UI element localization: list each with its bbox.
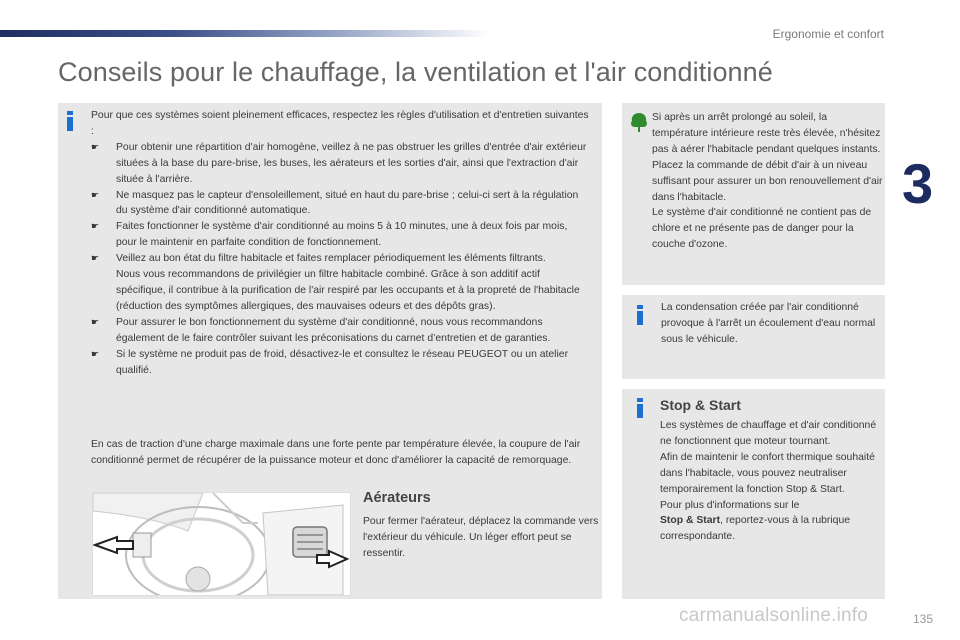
pointing-hand-icon: ☛ xyxy=(91,316,100,327)
pointing-hand-icon: ☛ xyxy=(91,348,100,359)
page-number: 135 xyxy=(913,612,934,626)
pointing-hand-icon: ☛ xyxy=(91,253,100,264)
intro-paragraph: Pour que ces systèmes soient pleinement efficaces, respectez les règles d'utilisation et d'entretien suivantes : xyxy=(91,110,589,137)
info-icon xyxy=(66,111,74,131)
filter-recommendation: Nous vous recommandons de privilégier un filtre habitacle combiné. Grâce à son additif actif spécifique, il contribue à la purification de l'air respiré par les occupants et à la propreté de l'habitacle (réduction des symptômes allergiques, des mauvaises odeurs et des dépôts gras). xyxy=(116,269,580,312)
info-icon xyxy=(636,305,644,325)
pointing-hand-icon: ☛ xyxy=(91,141,100,152)
stop-start-heading: Stop & Start xyxy=(660,397,741,413)
list-item: ☛ Ne masquez pas le capteur d'ensoleillement, situé en haut du pare-brise ; celui-ci sert à la régulation du système d'air conditionné automatique. xyxy=(91,189,579,217)
pointing-hand-icon: ☛ xyxy=(91,189,100,200)
pointing-hand-icon: ☛ xyxy=(91,221,100,232)
aerateurs-heading: Aérateurs xyxy=(363,490,431,506)
stop-start-text: Les systèmes de chauffage et d'air conditionné ne fonctionnent que moteur tournant. Afin de maintenir le confort thermique souhaité dans l'habitacle, vous pouvez neutraliser temporairement la fonction Stop & Start. Pour plus d'informations sur le Stop & Start, reportez-vous à la rubrique correspondante. xyxy=(660,420,877,543)
watermark: carmanualsonline.info xyxy=(679,605,869,626)
section-label: Ergonomie et confort xyxy=(772,27,884,41)
condensation-note: La condensation créée par l'air conditionné provoque à l'arrêt un écoulement d'eau normal sous le véhicule. xyxy=(661,302,876,345)
main-advice-text xyxy=(91,108,591,378)
air-vent-illustration xyxy=(92,492,351,596)
stop-start-bold-ref: Stop & Start xyxy=(660,515,721,527)
list-item: ☛ Pour obtenir une répartition d'air homogène, veillez à ne pas obstruer les grilles d'entrée d'air extérieur situées à la base du pare-brise, les buses, les aérateurs et les sorties d'air, ainsi que l'extraction d'air située à l'arrière. xyxy=(91,141,587,185)
header-accent-bar xyxy=(0,30,490,37)
leaf-tree-icon xyxy=(630,112,648,132)
traction-note: En cas de traction d'une charge maximale dans une forte pente par température élevée, la coupure de l'air conditionné permet de récupérer de la puissance moteur et donc d'améliorer la capacité de remorquage. xyxy=(91,439,581,466)
list-item: ☛ Faites fonctionner le système d'air conditionné au moins 5 à 10 minutes, une à deux fois par mois, pour le maintenir en parfaite condition de fonctionnement. xyxy=(91,221,568,249)
page-title: Conseils pour le chauffage, la ventilation et l'air conditionné xyxy=(58,57,773,87)
info-icon xyxy=(636,398,644,418)
eco-note: Si après un arrêt prolongé au soleil, la température intérieure reste très élevée, n'hésitez pas à aérer l'habitacle pendant quelques instants. Placez la commande de débit d'air à un niveau suffisant pour assurer un bon renouvellement d'air dans l'habitacle. Le système d'air conditionné ne contient pas de chlore et ne présente pas de danger pour la couche d'ozone. xyxy=(652,112,883,251)
advice-list xyxy=(91,140,591,379)
dashboard-vent-drawing xyxy=(93,493,350,595)
aerateurs-text: Pour fermer l'aérateur, déplacez la commande vers l'extérieur du véhicule. Un léger effort peut se ressentir. xyxy=(363,516,599,559)
list-item: ☛ Si le système ne produit pas de froid, désactivez-le et consultez le réseau PEUGEOT ou un atelier qualifié. xyxy=(91,348,569,376)
list-item: ☛ Veillez au bon état du filtre habitacle et faites remplacer périodiquement les éléments filtrants. Nous vous recommandons de privilégier un filtre habitacle combiné. Grâce à son additif actif spécifique, il contribue à la purification de l'air respiré par les occupants et à la propreté de l'habitacle (réduction des symptômes allergiques, des mauvaises odeurs et des dépôts gras). xyxy=(91,253,580,312)
chapter-number: 3 xyxy=(902,152,934,215)
list-item: ☛ Pour assurer le bon fonctionnement du système d'air conditionné, nous vous recommandons également de le faire contrôler suivant les préconisations du carnet d’entretien et de garanties. xyxy=(91,316,551,344)
